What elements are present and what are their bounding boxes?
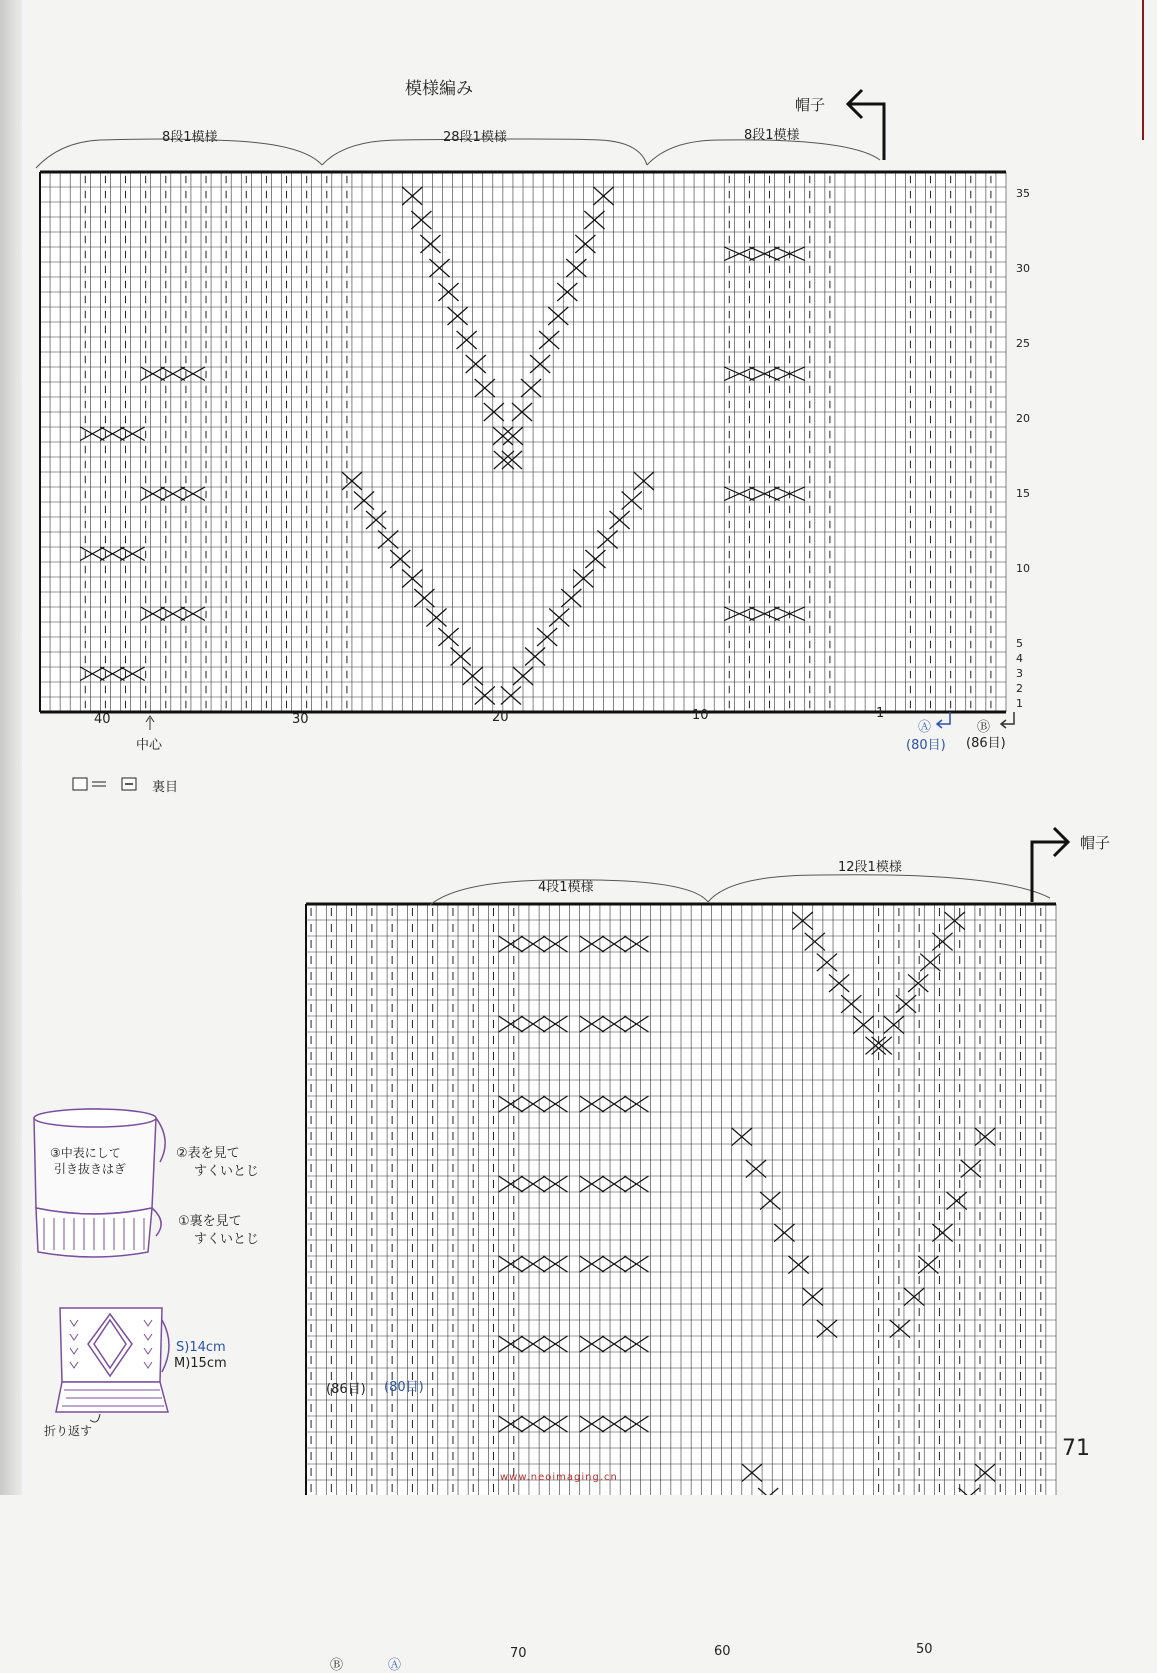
chart2-repeat-label-2: 12段1模様 xyxy=(838,860,902,875)
chart1-col-tick: 20 xyxy=(492,710,509,725)
chart2-col-tick: 70 xyxy=(510,1646,527,1661)
chart1-row-tick: 20 xyxy=(1016,411,1030,425)
chart1-count-a: (80目) xyxy=(906,738,946,753)
chart1-row-tick: 25 xyxy=(1016,336,1030,350)
chart1-row-tick: 30 xyxy=(1016,261,1030,275)
step3-line1: ③中表にして xyxy=(50,1146,121,1160)
step2-line1: ②表を見て xyxy=(176,1146,240,1161)
fold-label: 折り返す xyxy=(44,1424,93,1438)
chart1-col-tick: 10 xyxy=(692,708,709,723)
legend-text: 裏目 xyxy=(152,780,179,795)
step2-line2: すくいとじ xyxy=(194,1164,260,1179)
center-label: 中心 xyxy=(136,738,163,753)
step3-line2: 引き抜きはぎ xyxy=(54,1162,127,1176)
chart1-row-tick: 3 xyxy=(1016,666,1023,680)
chart1-arrow-a xyxy=(937,712,950,728)
chart1-row-tick: 15 xyxy=(1016,486,1030,500)
chart1-row-tick: 2 xyxy=(1016,681,1023,695)
chart2-marker-a: Ⓐ xyxy=(388,1658,402,1673)
center-arrow xyxy=(146,716,154,730)
chart2-count-b: (86目) xyxy=(326,1382,366,1397)
chart1-repeat-label-1: 8段1模様 xyxy=(162,130,218,145)
chart1-col-tick: 40 xyxy=(94,712,111,727)
watermark: www.neoimaging.cn xyxy=(500,1472,618,1483)
page-number: 71 xyxy=(1062,1436,1090,1461)
chart1-marker-a: Ⓐ xyxy=(918,720,932,735)
chart2-col-tick: 50 xyxy=(916,1642,933,1657)
chart1-col-tick: 30 xyxy=(292,712,309,727)
chart2-repeat-arcs xyxy=(430,875,1050,905)
chart1-col-tick: 1 xyxy=(876,706,885,721)
chart2-repeat-label-1: 4段1模様 xyxy=(538,880,594,895)
chart2-hat-label: 帽子 xyxy=(1080,834,1111,852)
chart2-marker-b: Ⓑ xyxy=(330,1658,344,1673)
chart1-row-tick: 5 xyxy=(1016,636,1023,650)
chart2-col-tick: 60 xyxy=(714,1644,731,1659)
chart1-repeat-label-3: 8段1模様 xyxy=(744,128,800,143)
chart1-row-tick: 4 xyxy=(1016,651,1023,665)
legend-empty-box xyxy=(73,778,87,790)
chart2-grid xyxy=(306,904,1056,1495)
chart1-title: 模様編み xyxy=(405,79,473,99)
chart1-row-tick: 1 xyxy=(1016,696,1023,710)
chart1-hat-label: 帽子 xyxy=(795,96,826,114)
chart1-row-tick: 35 xyxy=(1016,186,1030,200)
chart1-grid xyxy=(40,172,1006,712)
chart1-row-tick: 10 xyxy=(1016,561,1030,575)
size-s: S)14cm xyxy=(176,1340,226,1355)
chart1-count-b: (86目) xyxy=(966,736,1006,751)
step1-line2: すくいとじ xyxy=(194,1232,260,1247)
chart1-marker-b: Ⓑ xyxy=(977,720,991,735)
chart2-count-a: (80目) xyxy=(384,1380,424,1395)
step1-line1: ①裏を見て xyxy=(178,1214,242,1229)
size-m: M)15cm xyxy=(174,1356,227,1371)
chart1-repeat-label-2: 28段1模様 xyxy=(443,130,507,145)
chart2-hat-arrow xyxy=(1032,828,1068,902)
chart1-arrow-b xyxy=(1001,712,1014,728)
